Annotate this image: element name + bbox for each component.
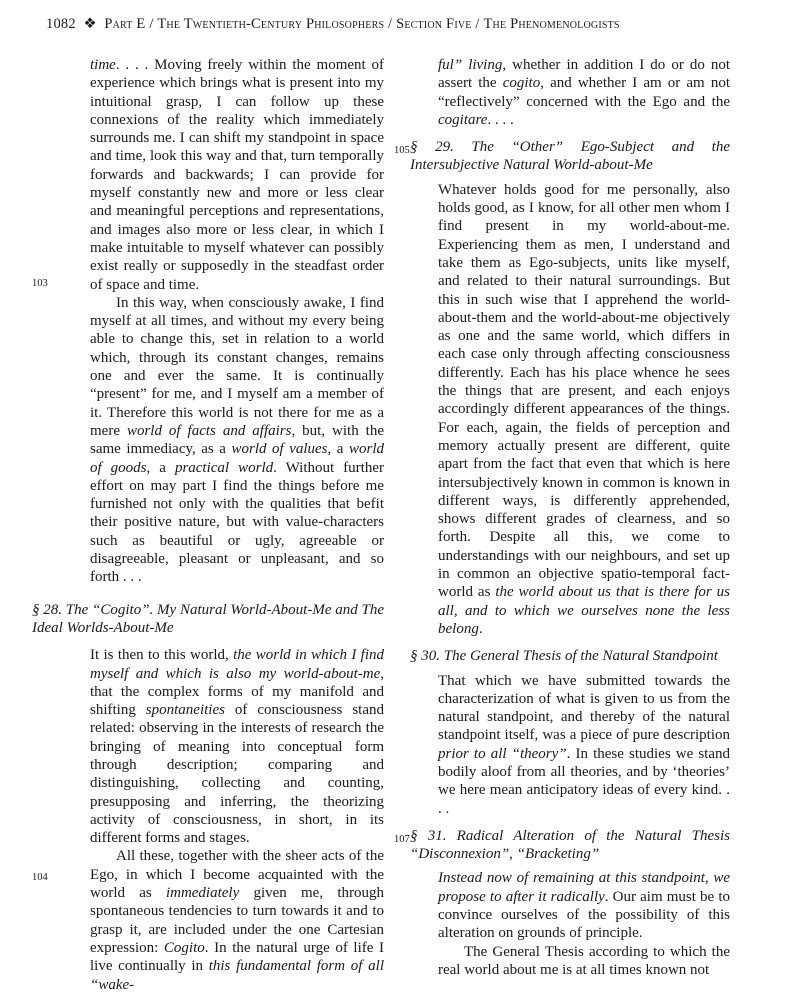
header-bullet: ❖ [79,16,101,32]
paragraph-time: time. . . . Moving freely within the moment of experience which brings what is present into my intuitional grasp, I can follow up these connexions of the reality which immediately surrounds me. I can shift my standpoint in space and time, look this way and that, turn temporally forwards and backwards; I can provide for myself constantly new and more or less clear and meaningful perceptions and representations, and images also more or less clear, in which I make intuitable to myself whatever can possibly exist really or supposedly in the steadfast order of space and time. [90,57,384,293]
margin-number-103: 103 [32,277,48,289]
right-column [394,56,731,979]
paragraph-ego-acts: All these, together with the sheer acts of the Ego, in which I become acquainted with the world as immediately given me, through spontaneous tendencies to turn towards it and to grasp it, are included under the one Cartesian expression: Cogito. In the natural urge of life I live continually in this fundamental form of all “wake- [90,848,384,993]
paragraph-general-thesis-known: The General Thesis according to which the real world about me is at all times known not [438,943,730,978]
paragraph-wakeful: ful” living, whether in addition I do or do not assert the cogito, and whether I am or am not “reflectively” concerned with the Ego and the cogitare. . . . [438,57,731,128]
margin-number-105: 105 [394,145,410,157]
page-number: 1082 [46,16,76,32]
paragraph-cogito: It is then to this world, the world in which I find myself and which is also my world-about-me, that the complex forms of my manifold and shifting spontaneities of consciousness stand related: observing in the interests of research the bringing of meaning into conceptual form through description; comparing and distinguishing, collecting and counting, presupposing and inferring, the theorizing activity of consciousness, in short, in its different forms and stages. [90,647,384,847]
paragraph-world-present: In this way, when consciously awake, I find myself at all times, and without my every being able to change this, set in relation to a world which, through its constant changes, remains one and ever the same. It is continually “present” for me, and I myself am a member of it. Therefore this world is not there for me as a mere world of facts and affairs, but, with the same immediacy, as a world of values, a world of goods, a practical world. Without further effort on may part I find the things before me furnished not only with the qualities that befit their positive nature, but with value-characters such as beautiful or ugly, agreeable or disagreeable, pleasant or unpleasant, and so forth . . . [90,294,384,586]
running-header: 1082 ❖ Part E / The Twentieth-Century Philosophers / Section Five / The Phenomenologists [46,16,620,32]
header-section: Section Five [396,16,472,32]
section-heading-30: § 30. The General Thesis of the Natural Standpoint [410,648,718,665]
section-heading-28: § 28. The “Cogito”. My Natural World-About-Me and The Ideal Worlds-About-Me [32,601,385,636]
header-chapter: The Phenomenologists [483,16,620,32]
margin-number-104: 104 [32,872,48,884]
margin-number-107: 107 [394,833,410,845]
section-heading-29: § 29. The “Other” Ego-Subject and the Intersubjective Natural World-about-Me [410,139,730,174]
paragraph-alteration: Instead now of remaining at this standpoint, we propose to after it radically. Our aim must be to convince ourselves of the possibility of this alteration on grounds of principle. [438,870,730,942]
paragraph-other-ego: Whatever holds good for me personally, also holds good, as I know, for all other men whom I find present in my world-about-me. Experiencing them as men, I understand and take them as Ego-subjects, units like myself, and related to their natural surroundings. But this in such wise that I apprehend the world-about-them and the world-about-me objectively as one and the same world, which differs in each case only through affecting consciousness differently. Each has his place whence he sees the things that are present, and each enjoys accordingly different appearances of the things. For each, again, the fields of perception and memory actually present are different, quite apart from the fact that even that which is here intersubjectively known in common is known in different ways, is differently apprehended, shows different grades of clearness, and so forth. Despite all this, we come to understandings with our neighbours, and set up in common an objective spatio-temporal fact-world as the world about us that is there for us all, and to which we ourselves none the less belong. [438,181,730,637]
header-part: Part E [104,16,146,32]
paragraph-general-thesis: That which we have submitted towards the characterization of what is given to us from the natural standpoint, and thereby of the natural standpoint itself, was a piece of pure description prior to all “theory”. In these studies we stand bodily aloof from all theories, and by ‘theories’ we here mean anticipatory ideas of every kind. . . . [438,672,730,817]
left-column [32,56,385,994]
header-book: The Twentieth-Century Philosophers [157,16,385,32]
section-heading-31: § 31. Radical Alteration of the Natural Thesis “Disconnexion”, “Bracketing” [410,827,730,863]
